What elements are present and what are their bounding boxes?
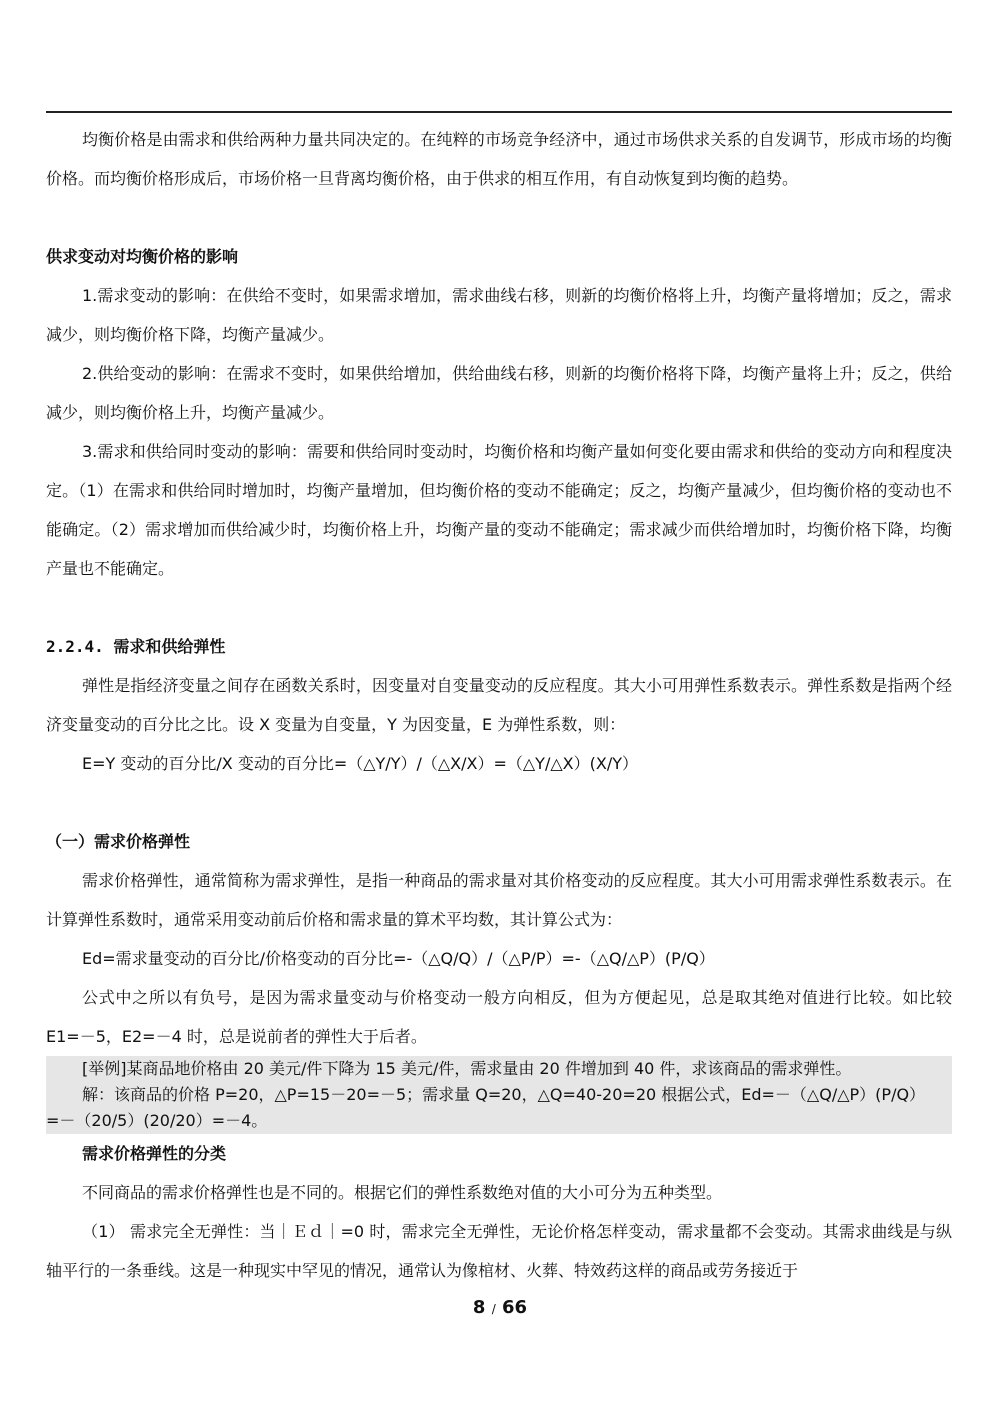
paragraph-simultaneous-change: 3.需求和供给同时变动的影响：需要和供给同时变动时，均衡价格和均衡产量如何变化要由需求和供给的变动方向和程度决定。（1）在需求和供给同时增加时，均衡产量增加，但均衡价格的变动不能确定；反之，均衡产量减少，但均衡价格的变动也不能确定。（2）需求增加而供给减少时，均衡价格上升，均衡产量的变动不能确定；需求减少而供给增加时，均衡价格下降，均衡产量也不能确定。: [46, 442, 952, 578]
example-block: [46, 1056, 952, 1134]
example-solution: 解：该商品的价格 P=20，△P=15－20=－5；需求量 Q=20，△Q=40-20=20 根据公式，Ed=－（△Q/△P）(P/Q）: [82, 1085, 926, 1104]
heading-supply-demand-change: 供求变动对均衡价格的影响: [46, 247, 239, 266]
page-current: 8: [472, 1297, 486, 1318]
paragraph-price-elasticity-definition: 需求价格弹性，通常简称为需求弹性，是指一种商品的需求量对其价格变动的反应程度。其大小可用需求弹性系数表示。在计算弹性系数时，通常采用变动前后价格和需求量的算术平均数，其计算公式为：: [46, 871, 952, 929]
paragraph-negative-sign: 公式中之所以有负号，是因为需求量变动与价格变动一般方向相反，但为方便起见，总是取其绝对值进行比较。如比较 E1=－5，E2=－4 时，总是说前者的弹性大于后者。: [46, 988, 952, 1046]
heading-section-2-2-4: 2.2.4. 需求和供给弹性: [46, 637, 226, 656]
heading-price-elasticity: （一）需求价格弹性: [46, 832, 191, 851]
paragraph-demand-change: 1.需求变动的影响：在供给不变时，如果需求增加，需求曲线右移，则新的均衡价格将上升，均衡产量将增加；反之，需求减少，则均衡价格下降，均衡产量减少。: [46, 286, 952, 344]
heading-elasticity-classification: 需求价格弹性的分类: [82, 1144, 227, 1163]
formula-elasticity: E=Y 变动的百分比/X 变动的百分比=（△Y/Y）/（△X/X）=（△Y/△X）(X/Y）: [82, 754, 638, 773]
example-result: =－（20/5）(20/20）=－4。: [46, 1111, 268, 1130]
paragraph-elasticity-definition: 弹性是指经济变量之间存在函数关系时，因变量对自变量变动的反应程度。其大小可用弹性系数表示。弹性系数是指两个经济变量变动的百分比之比。设 X 变量为自变量，Y 为因变量，E 为弹性系数，则：: [46, 676, 952, 734]
paragraph-five-types: 不同商品的需求价格弹性也是不同的。根据它们的弹性系数绝对值的大小可分为五种类型。: [82, 1183, 723, 1202]
paragraph-supply-change: 2.供给变动的影响：在需求不变时，如果供给增加，供给曲线右移，则新的均衡价格将下降，均衡产量将上升；反之，供给减少，则均衡价格上升，均衡产量减少。: [46, 364, 952, 422]
page-separator: /: [491, 1302, 496, 1316]
paragraph-perfectly-inelastic: （1） 需求完全无弹性：当｜Ｅｄ｜=0 时，需求完全无弹性，无论价格怎样变动，需求量都不会变动。其需求曲线是与纵轴平行的一条垂线。这是一种现实中罕见的情况，通常认为像棺材、火葬、特效药这样的商品或劳务接近于: [46, 1222, 952, 1280]
formula-demand-elasticity: Ed=需求量变动的百分比/价格变动的百分比=-（△Q/Q）/（△P/P）=-（△Q/△P）(P/Q）: [82, 949, 715, 968]
page-total: 66: [502, 1297, 528, 1318]
paragraph-equilibrium-intro: 均衡价格是由需求和供给两种力量共同决定的。在纯粹的市场竞争经济中，通过市场供求关系的自发调节，形成市场的均衡价格。而均衡价格形成后，市场价格一旦背离均衡价格，由于供求的相互作用，有自动恢复到均衡的趋势。: [46, 130, 952, 188]
page-number: [0, 1297, 1000, 1318]
page-content: [46, 120, 952, 1290]
example-question: [举例]某商品地价格由 20 美元/件下降为 15 美元/件，需求量由 20 件增加到 40 件，求该商品的需求弹性。: [82, 1059, 852, 1078]
header-rule: [46, 111, 952, 113]
